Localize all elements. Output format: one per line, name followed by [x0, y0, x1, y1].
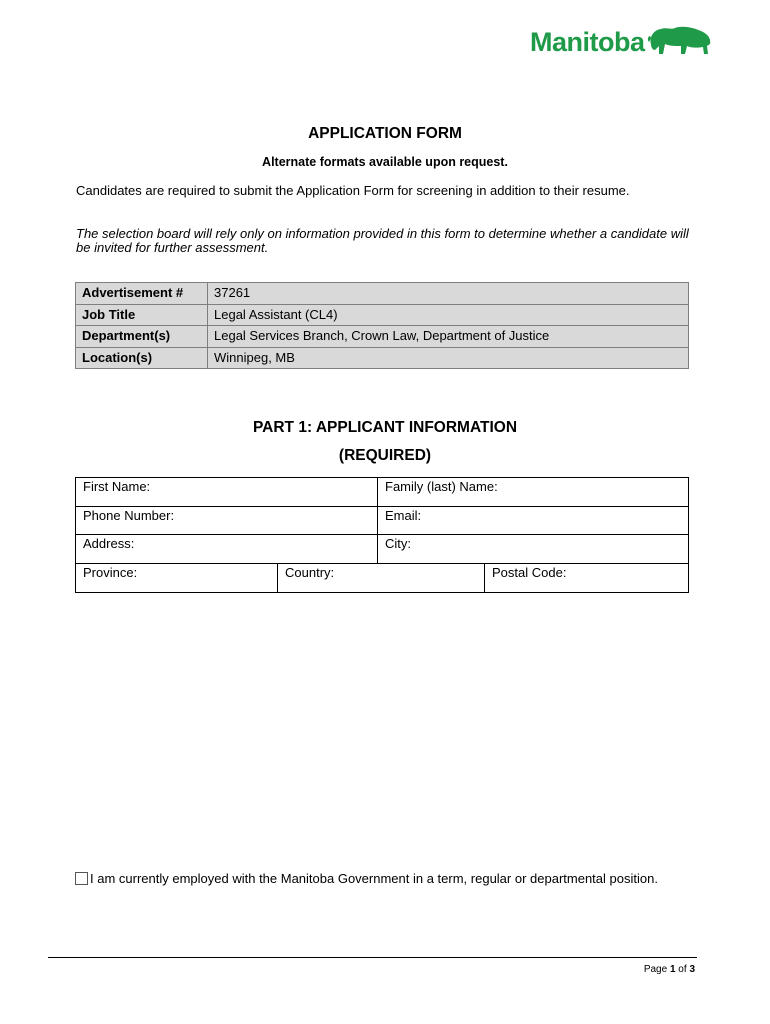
department-label: Department(s): [76, 326, 208, 348]
table-row: [76, 535, 688, 564]
advertisement-label: Advertisement #: [76, 283, 208, 305]
employment-statement: [75, 871, 695, 886]
postal-code-field[interactable]: Postal Code:: [484, 564, 688, 593]
page-total: 3: [689, 964, 695, 975]
employment-checkbox[interactable]: [75, 872, 88, 885]
table-row: [76, 478, 688, 507]
selection-note: The selection board will rely only on information provided in this form to determine whether a candidate will be invited for further assessment.: [76, 226, 689, 255]
country-field[interactable]: Country:: [277, 564, 484, 593]
job-title-value: Legal Assistant (CL4): [208, 304, 689, 326]
phone-field[interactable]: Phone Number:: [83, 507, 175, 523]
table-row: [76, 564, 688, 593]
applicant-info-table: [75, 477, 689, 593]
part1-title: PART 1: APPLICANT INFORMATION: [252, 419, 518, 436]
department-value: Legal Services Branch, Crown Law, Department of Justice: [208, 326, 689, 348]
location-value: Winnipeg, MB: [208, 347, 689, 369]
page-of: of: [675, 964, 690, 975]
logo-wordmark: Manitoba: [530, 26, 645, 57]
table-row: [76, 507, 688, 536]
table-row: [76, 347, 689, 369]
bison-icon: [647, 24, 713, 60]
page-current: 1: [669, 964, 676, 975]
footer-divider: [48, 957, 697, 958]
email-field[interactable]: Email:: [377, 507, 688, 535]
page-label: Page: [643, 964, 670, 975]
table-row: [76, 304, 689, 326]
table-row: [76, 326, 689, 348]
page-number: [560, 964, 695, 975]
city-field[interactable]: City:: [377, 535, 688, 563]
advertisement-value: 37261: [208, 283, 689, 305]
province-field[interactable]: Province:: [83, 564, 138, 580]
part1-subtitle: (REQUIRED): [338, 447, 432, 464]
advertisement-table: [75, 282, 689, 369]
first-name-field[interactable]: First Name:: [83, 479, 151, 494]
address-field[interactable]: Address:: [83, 536, 135, 551]
job-title-label: Job Title: [76, 304, 208, 326]
employment-text: I am currently employed with the Manitoba Government in a term, regular or departmental position.: [90, 871, 658, 886]
form-title: APPLICATION FORM: [308, 125, 462, 142]
table-row: [76, 283, 689, 305]
family-name-field[interactable]: Family (last) Name:: [377, 478, 688, 506]
form-subtitle: Alternate formats available upon request.: [262, 155, 508, 169]
manitoba-logo: [530, 22, 713, 62]
location-label: Location(s): [76, 347, 208, 369]
intro-paragraph: Candidates are required to submit the Application Form for screening in addition to their resume.: [76, 183, 630, 198]
